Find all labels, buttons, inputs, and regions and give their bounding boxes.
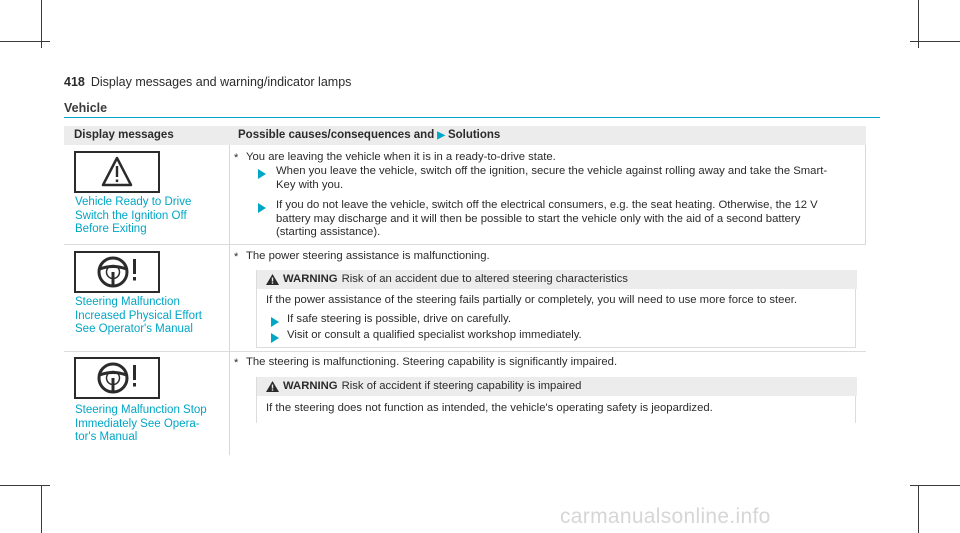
warning-header [257, 270, 857, 289]
column-header-display-messages: Display messages [74, 129, 174, 141]
message-line: Immediately See Opera- [75, 417, 200, 430]
table-header [64, 126, 866, 145]
message-line: Before Exiting [75, 223, 147, 235]
display-message [75, 404, 207, 445]
step-arrow-icon [271, 333, 279, 343]
row-divider [64, 351, 866, 352]
display-message [75, 196, 191, 237]
message-line: See Operator's Manual [75, 323, 193, 335]
step-line: battery may discharge and it will then be possible to start the vehicle only with the aid of a second battery [276, 212, 801, 225]
crop-mark [41, 485, 42, 533]
column-header-causes [238, 129, 500, 141]
bullet-star: * [234, 152, 239, 164]
step-line: (starting assistance). [276, 226, 381, 239]
crop-mark [0, 41, 50, 42]
warning-icon [266, 381, 279, 392]
column-header-causes-text: Possible causes/consequences and [238, 129, 435, 141]
crop-mark [0, 485, 50, 486]
steering-display-icon [74, 251, 160, 293]
row-divider [64, 244, 866, 245]
column-header-solutions-text: Solutions [447, 129, 501, 141]
message-line: tor's Manual [75, 431, 138, 443]
warning-box [256, 377, 856, 423]
warning-risk: Risk of accident if steering capability is impaired [341, 380, 582, 392]
steering-wheel-warning-icon [76, 359, 158, 397]
message-line: Steering Malfunction [75, 296, 180, 308]
page-number: 418 [64, 75, 85, 89]
crop-mark [918, 485, 919, 533]
bullet-star: * [234, 251, 239, 263]
step-arrow-icon [271, 317, 279, 327]
warning-icon [266, 274, 279, 285]
cause-text [246, 151, 556, 165]
step-arrow-icon [258, 169, 266, 179]
crop-mark [910, 485, 960, 486]
step-arrow-icon [258, 203, 266, 213]
message-line: Vehicle Ready to Drive [75, 196, 192, 208]
step-line: If you do not leave the vehicle, switch off the electrical consumers, e.g. the seat heating. Otherwise, the 12 V [276, 199, 818, 211]
steering-display-icon [74, 357, 160, 399]
column-divider [229, 145, 230, 455]
cause-text: The steering is malfunctioning. Steering capability is significantly impaired. [246, 356, 618, 368]
section-divider [64, 117, 880, 118]
warning-triangle-icon [76, 153, 158, 191]
cause-text: The power steering assistance is malfunctioning. [246, 250, 490, 262]
step-line: When you leave the vehicle, switch off the ignition, secure the vehicle against rolling away and take the Smart- [276, 165, 828, 177]
warning-label: WARNING [283, 380, 338, 392]
watermark: carmanualsonline.info [560, 505, 771, 528]
steering-wheel-warning-icon [76, 253, 158, 291]
message-line: Switch the Ignition Off [75, 209, 187, 222]
bullet-star: * [234, 357, 239, 369]
cause-line: You are leaving the vehicle when it is in a ready-to-drive state. [246, 151, 556, 163]
step-text: Visit or consult a qualified specialist workshop immediately. [287, 329, 582, 341]
crop-mark [910, 41, 960, 42]
warning-risk: Risk of an accident due to altered steering characteristics [341, 273, 628, 285]
page-header-title: Display messages and warning/indicator lamps [90, 75, 352, 89]
step-text: If safe steering is possible, drive on carefully. [287, 313, 511, 325]
step-text [276, 199, 818, 240]
arrow-icon: ▶ [437, 130, 445, 141]
warning-label: WARNING [283, 273, 338, 285]
page-header [64, 75, 351, 89]
table-right-border [865, 145, 866, 245]
display-message [75, 296, 202, 337]
warning-body: If the steering does not function as intended, the vehicle's operating safety is jeopardized. [266, 402, 713, 414]
warning-title [283, 380, 581, 392]
warning-display-icon [74, 151, 160, 193]
step-text [276, 165, 827, 192]
warning-title [283, 273, 628, 285]
warning-box [256, 270, 856, 348]
step-line: Key with you. [276, 178, 344, 191]
warning-header [257, 377, 857, 396]
warning-body: If the power assistance of the steering fails partially or completely, you will need to use more force to steer. [266, 294, 798, 306]
message-line: Steering Malfunction Stop [75, 404, 207, 416]
section-title: Vehicle [64, 101, 108, 115]
message-line: Increased Physical Effort [75, 309, 202, 322]
